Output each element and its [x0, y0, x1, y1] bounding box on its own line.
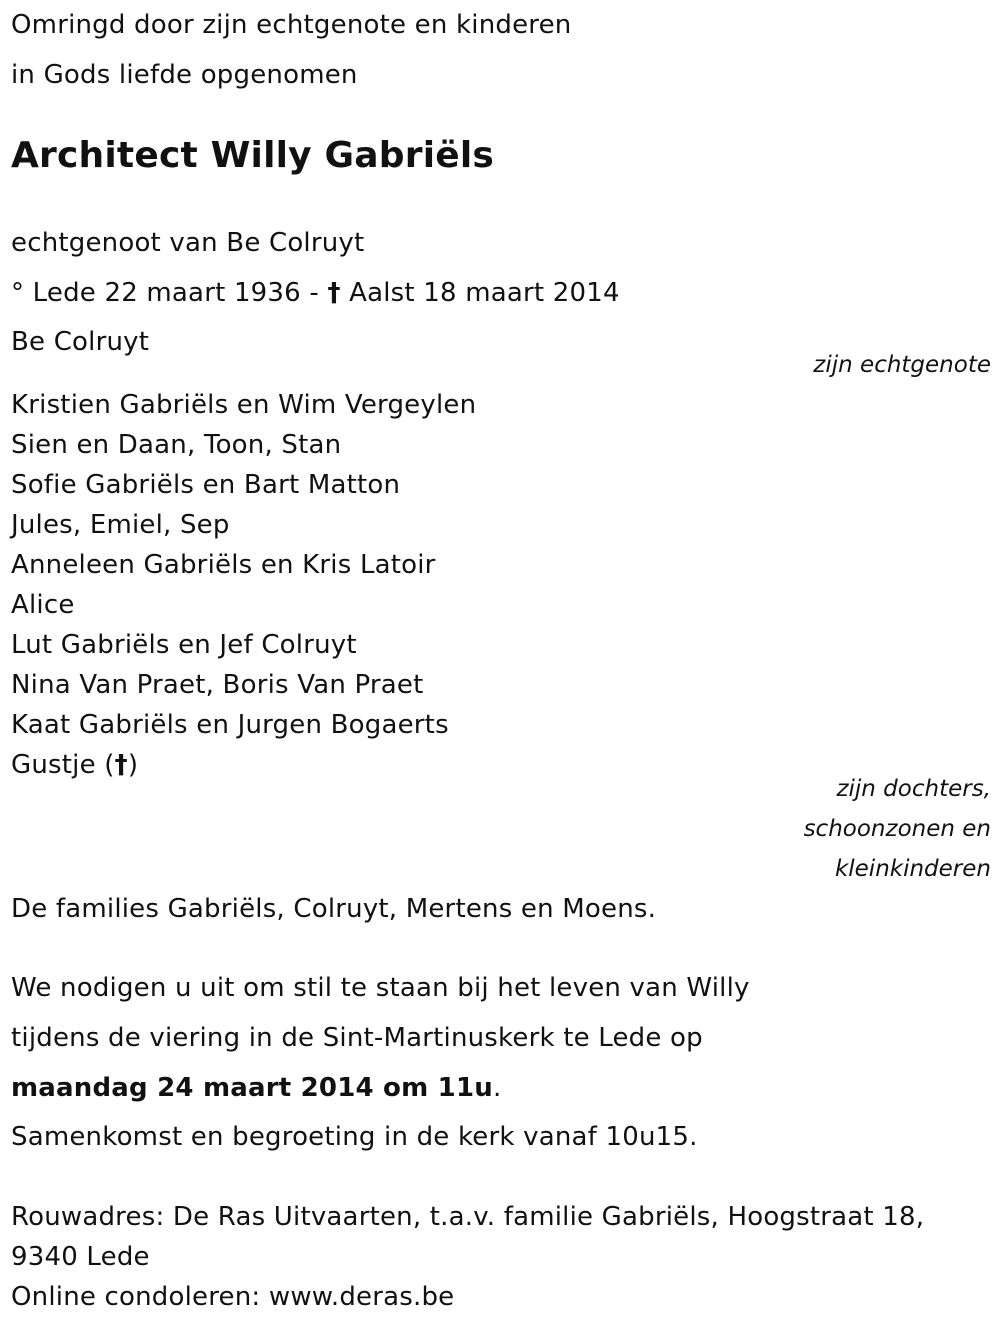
spouse-name: Be Colruyt [11, 327, 150, 357]
list-item: Anneleen Gabriëls en Kris Latoir [11, 550, 436, 580]
ceremony-date-suffix: . [492, 1073, 502, 1103]
ceremony-date-bold: maandag 24 maart 2014 om 11u [11, 1073, 493, 1103]
ceremony-date [11, 1071, 501, 1105]
grandchild-name: Gustje ( [11, 750, 115, 780]
grandchild-close: ) [127, 750, 139, 780]
birth-text: ° Lede 22 maart 1936 - [11, 278, 328, 308]
ceremony-line-1: We nodigen u uit om stil te staan bij het leven van Willy [11, 973, 750, 1003]
address-line-2: 9340 Lede [11, 1242, 150, 1272]
intro-line-2: in Gods liefde opgenomen [11, 60, 358, 90]
address-line-1: Rouwadres: De Ras Uitvaarten, t.a.v. familie Gabriëls, Hoogstraat 18, [11, 1202, 925, 1232]
children-role-line-2: schoonzonen en [803, 816, 991, 842]
list-item: Lut Gabriëls en Jef Colruyt [11, 630, 357, 660]
list-item: Kristien Gabriëls en Wim Vergeylen [11, 390, 477, 420]
list-item: Alice [11, 590, 75, 620]
cross-icon: † [114, 750, 128, 780]
list-item [11, 748, 138, 782]
death-text: Aalst 18 maart 2014 [340, 278, 620, 308]
obituary-notice [11, 0, 991, 1327]
children-role-line-3: kleinkinderen [834, 856, 991, 882]
ceremony-line-2: tijdens de viering in de Sint-Martinuskerk te Lede op [11, 1023, 703, 1053]
children-role-line-1: zijn dochters, [836, 776, 991, 802]
list-item: Sien en Daan, Toon, Stan [11, 430, 342, 460]
spouse-role: zijn echtgenote [813, 352, 991, 378]
list-item: Kaat Gabriëls en Jurgen Bogaerts [11, 710, 449, 740]
birth-death-line [11, 276, 620, 310]
families-line: De families Gabriëls, Colruyt, Mertens en Moens. [11, 894, 657, 924]
ceremony-line-4: Samenkomst en begroeting in de kerk vanaf 10u15. [11, 1122, 698, 1152]
intro-line-1: Omringd door zijn echtgenote en kinderen [11, 10, 572, 40]
online-condolence: Online condoleren: www.deras.be [11, 1282, 455, 1312]
list-item: Jules, Emiel, Sep [11, 510, 230, 540]
spouse-line: echtgenoot van Be Colruyt [11, 228, 365, 258]
list-item: Nina Van Praet, Boris Van Praet [11, 670, 424, 700]
deceased-name: Architect Willy Gabriëls [11, 135, 495, 176]
list-item: Sofie Gabriëls en Bart Matton [11, 470, 401, 500]
cross-icon: † [327, 278, 341, 308]
